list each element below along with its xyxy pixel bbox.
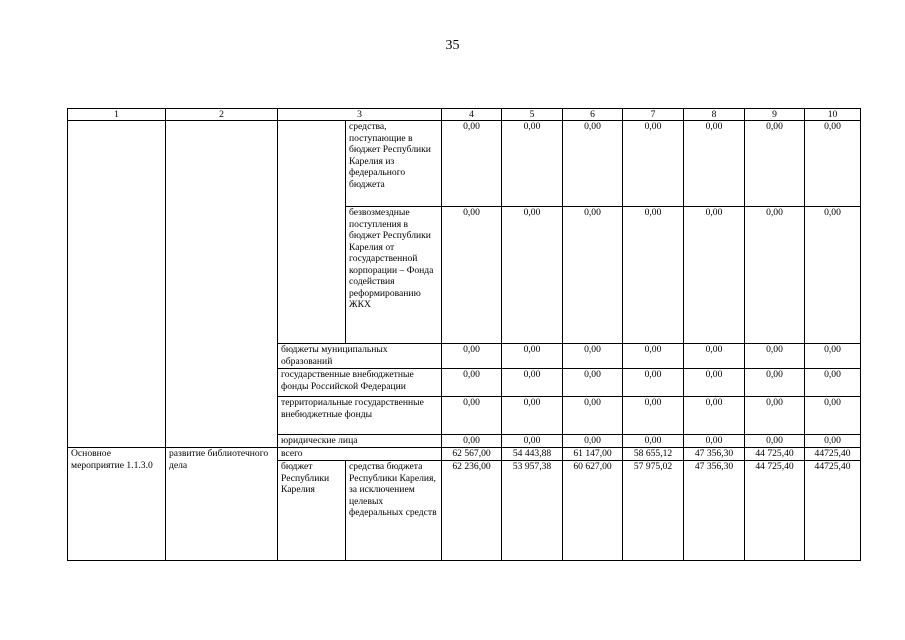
header-cell: 1 — [68, 109, 166, 121]
value-cell: 0,00 — [623, 121, 684, 207]
value-cell: 0,00 — [745, 121, 805, 207]
value-cell: 44 725,40 — [745, 461, 805, 561]
header-cell: 7 — [623, 109, 684, 121]
table-row — [68, 121, 861, 207]
funding-source-label: средства бюджета Республики Карелия, за исключением целевых федеральных средств — [346, 461, 442, 561]
value-cell: 0,00 — [442, 344, 502, 369]
budget-table — [67, 108, 861, 561]
funding-source-label: юридические лица — [278, 435, 442, 448]
funding-source-label: безвозмездные поступления в бюджет Республики Карелия от государственной корпорации – Фонда содействия реформированию ЖКХ — [346, 207, 442, 344]
value-cell: 0,00 — [805, 121, 861, 207]
value-cell: 0,00 — [442, 369, 502, 397]
value-cell: 0,00 — [502, 369, 563, 397]
event-name-cell: развитие библиотечного дела — [166, 448, 278, 561]
value-cell: 0,00 — [442, 435, 502, 448]
value-cell: 0,00 — [502, 435, 563, 448]
header-cell: 5 — [502, 109, 563, 121]
header-cell: 6 — [563, 109, 623, 121]
value-cell: 0,00 — [684, 207, 745, 344]
value-cell: 0,00 — [745, 207, 805, 344]
value-cell: 57 975,02 — [623, 461, 684, 561]
header-cell: 8 — [684, 109, 745, 121]
value-cell: 0,00 — [684, 397, 745, 435]
table-row — [68, 448, 861, 461]
event-cell-empty — [68, 121, 166, 448]
value-cell: 0,00 — [684, 435, 745, 448]
funding-source-label: государственные внебюджетные фонды Российской Федерации — [278, 369, 442, 397]
value-cell: 0,00 — [502, 344, 563, 369]
value-cell: 0,00 — [442, 121, 502, 207]
value-cell: 0,00 — [745, 369, 805, 397]
value-cell: 62 567,00 — [442, 448, 502, 461]
funding-source-label: бюджеты муниципальных образований — [278, 344, 442, 369]
value-cell: 0,00 — [805, 435, 861, 448]
value-cell: 44 725,40 — [745, 448, 805, 461]
value-cell: 60 627,00 — [563, 461, 623, 561]
header-row — [68, 109, 861, 121]
value-cell: 0,00 — [805, 397, 861, 435]
page-number: 35 — [445, 38, 460, 53]
value-cell: 0,00 — [684, 121, 745, 207]
value-cell: 47 356,30 — [684, 448, 745, 461]
value-cell: 0,00 — [563, 121, 623, 207]
value-cell: 44725,40 — [805, 461, 861, 561]
value-cell: 44725,40 — [805, 448, 861, 461]
value-cell: 0,00 — [563, 369, 623, 397]
value-cell: 0,00 — [442, 207, 502, 344]
value-cell: 0,00 — [442, 397, 502, 435]
header-cell: 3 — [278, 109, 442, 121]
value-cell: 0,00 — [563, 207, 623, 344]
value-cell: 0,00 — [805, 207, 861, 344]
value-cell: 0,00 — [623, 344, 684, 369]
header-cell: 9 — [745, 109, 805, 121]
value-cell: 0,00 — [623, 207, 684, 344]
value-cell: 58 655,12 — [623, 448, 684, 461]
value-cell: 53 957,38 — [502, 461, 563, 561]
value-cell: 0,00 — [745, 344, 805, 369]
funding-source-label: средства, поступающие в бюджет Республики Карелия из федерального бюджета — [346, 121, 442, 207]
funding-source-label: всего — [278, 448, 442, 461]
value-cell: 0,00 — [745, 397, 805, 435]
value-cell: 0,00 — [745, 435, 805, 448]
header-cell: 10 — [805, 109, 861, 121]
value-cell: 47 356,30 — [684, 461, 745, 561]
funding-source-label: территориальные государственные внебюджетные фонды — [278, 397, 442, 435]
value-cell: 0,00 — [502, 121, 563, 207]
value-cell: 0,00 — [623, 397, 684, 435]
value-cell: 0,00 — [502, 207, 563, 344]
value-cell: 0,00 — [502, 397, 563, 435]
value-cell: 0,00 — [623, 369, 684, 397]
value-cell: 62 236,00 — [442, 461, 502, 561]
source-cell-empty — [278, 121, 346, 344]
event-cell: Основное мероприятие 1.1.3.0 — [68, 448, 166, 561]
value-cell: 0,00 — [684, 344, 745, 369]
value-cell: 0,00 — [563, 435, 623, 448]
value-cell: 0,00 — [563, 397, 623, 435]
value-cell: 0,00 — [805, 344, 861, 369]
value-cell: 61 147,00 — [563, 448, 623, 461]
value-cell: 0,00 — [805, 369, 861, 397]
value-cell: 0,00 — [684, 369, 745, 397]
header-cell: 2 — [166, 109, 278, 121]
budget-source-cell: бюджет Республики Карелия — [278, 461, 346, 561]
value-cell: 0,00 — [563, 344, 623, 369]
value-cell: 0,00 — [623, 435, 684, 448]
value-cell: 54 443,88 — [502, 448, 563, 461]
header-cell: 4 — [442, 109, 502, 121]
name-cell-empty — [166, 121, 278, 448]
